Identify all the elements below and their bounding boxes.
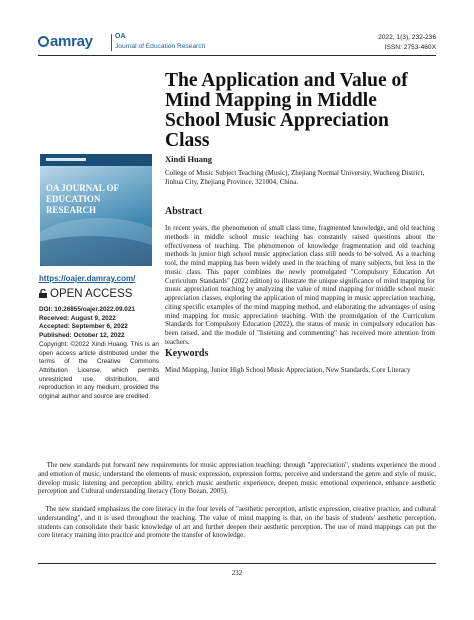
- journal-abbreviation: OA: [115, 33, 126, 40]
- issn: ISSN: 2753-460X: [384, 43, 436, 51]
- cover-band-stripe: [46, 158, 86, 161]
- body-paragraph-1: The new standards put forward new requirements for music appreciation teaching: through "appreciation", students experience the mood and emotion of music, understand the elements of music expression, expression forms, perceive and understand the genre and style of music, develop music listening and perception ability, enrich music aesthetic experience, deepen music emotional experience, enhance aesthetic perception and Cultural understanding literacy (Tony Bozan, 2005).: [38, 461, 437, 496]
- article-title: The Application and Value of Mind Mapping in Middle School Music Appreciation Class: [165, 70, 408, 151]
- cover-wave-dark: [40, 236, 152, 266]
- journal-cover-image: [40, 154, 152, 266]
- copyright-notice: Copyright: ©2022 Xindi Huang. This is an open access article distributed under the terms of the Creative Commons Attribution License, which permits unrestricted use, distribution, and reproduction in any medium, provided the original author and source are credited.: [39, 340, 159, 401]
- author-affiliation: College of Music Subject Teaching (Music), Zhejiang Normal University, Wucheng District, Jinhua City, Zhejiang Province, 321004, China.: [165, 169, 425, 186]
- author-name: Xindi Huang: [165, 154, 213, 164]
- journal-name: Journal of Education Research: [115, 43, 206, 50]
- page-number: 232: [231, 569, 243, 577]
- body-paragraph-2: The new standard emphasizes the core literacy in the four levels of "aesthetic perception, artistic expression, creative practice, and cultural understanding", and it is used throughout the teaching. The value of mind mapping is that, on the basis of students' aesthetic perception, students can consolidate their basic knowledge of art and further deepen their aesthetic perception. The use of mind mappings can put the core literacy training into practice and promote the transfer of knowledge.: [38, 505, 436, 540]
- accepted-date: Accepted: September 6, 2022: [39, 323, 128, 331]
- keywords-text: Mind Mapping, Junior High School Music Appreciation, New Standards, Core Literacy: [165, 366, 411, 374]
- citation: 2022, 1(3), 232-236: [378, 34, 436, 41]
- logo-ring-icon: [38, 36, 49, 47]
- published-date: Published: October 12, 2022: [39, 332, 125, 340]
- citation-block: [378, 33, 436, 52]
- abstract-heading: Abstract: [165, 206, 203, 217]
- keywords-heading: Keywords: [165, 348, 209, 359]
- article-meta: [39, 306, 159, 402]
- header-rule: [38, 55, 436, 56]
- journal-link[interactable]: https://oajer.damray.com/: [39, 274, 136, 283]
- received-date: Received: August 9, 2022: [39, 314, 116, 322]
- publisher-logo: amray: [38, 33, 93, 50]
- open-access-label: OPEN ACCESS: [39, 288, 132, 300]
- abstract-text: In recent years, the phenomenon of small class time, fragmented knowledge, and old teaching methods in middle school music teaching has constantly raised questions about the effectiveness of teaching. The phenomenon of knowledge fragmentation and old teaching methods in junior high school music appreciation class still needs to be solved. As a teaching tool, the mind mapping has been widely used in the teaching of many subjects, but less in the music class. This paper combines the newly promulgated "Compulsory Education Art Curriculum Standards" (2022 edition) to illustrate the unique significance of mind mapping for music appreciation teaching by analyzing the value of mind mapping for middle school music appreciation classes, exploring the application of mind mapping in music appreciation teaching, citing specific examples of the mind mapping method, and elaborating the advantages of using mind mapping for music appreciation teaching. With the promulgation of the Curriculum Standards for Compulsory Education (2022), the status of music in compulsory education has been raised, and the module of "listening and commenting" has received more attention from teachers.: [165, 224, 435, 346]
- doi: DOI: 10.26855/oajer.2022.09.021: [39, 306, 135, 313]
- footer-rule: [38, 563, 436, 564]
- open-lock-icon: [39, 289, 47, 298]
- logo-divider: [111, 34, 112, 51]
- cover-title: OA JOURNAL OF EDUCATION RESEARCH: [46, 183, 119, 215]
